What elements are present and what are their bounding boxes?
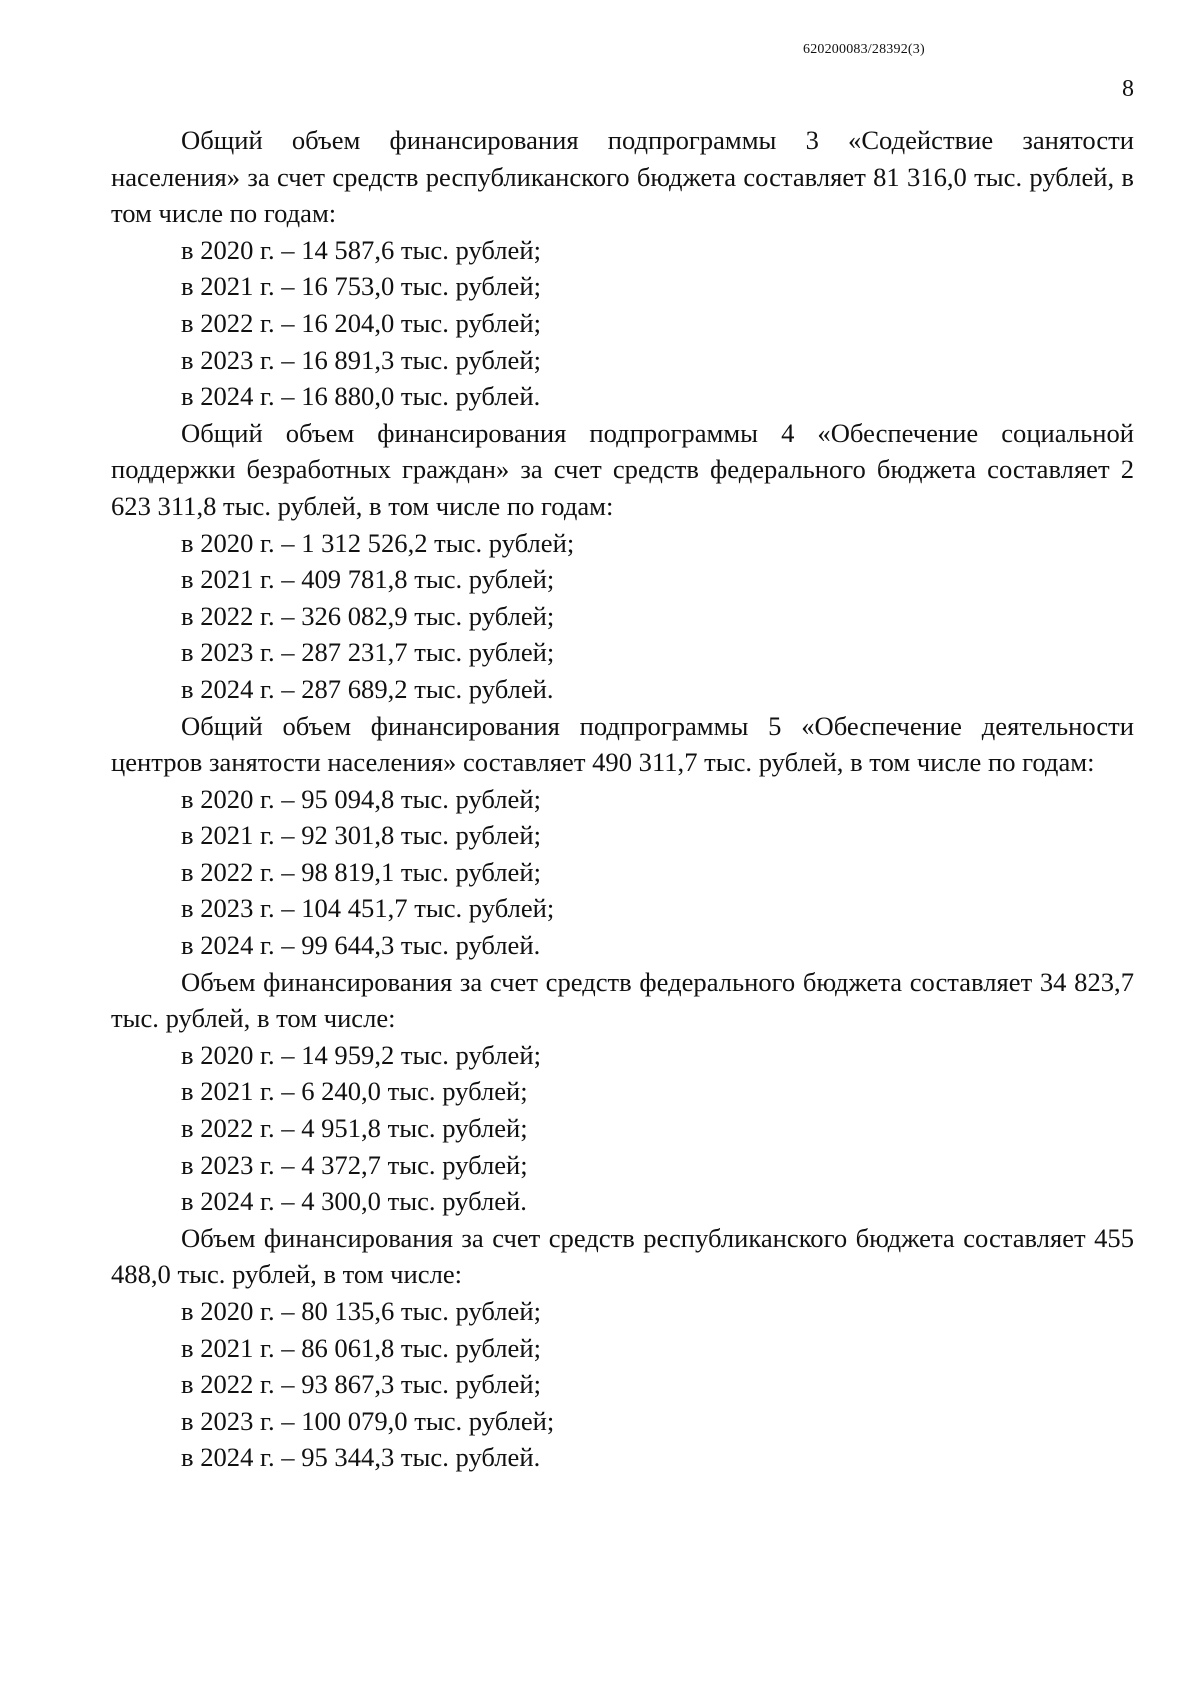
page-number: 8 bbox=[1122, 76, 1134, 102]
year-item: в 2024 г. – 16 880,0 тыс. рублей. bbox=[181, 381, 541, 412]
year-item: в 2020 г. – 80 135,6 тыс. рублей; bbox=[181, 1296, 541, 1326]
document-id: 620200083/28392(3) bbox=[803, 42, 925, 57]
year-item: в 2024 г. – 95 344,3 тыс. рублей. bbox=[181, 1442, 541, 1473]
funding-paragraph: Объем финансирования за счет средств федерального бюджета составляет 34 823,7 тыс. рублей, в том числе: bbox=[111, 966, 1134, 1034]
funding-paragraph: Общий объем финансирования подпрограммы 3 «Содействие занятости населения» за счет средств республиканского бюджета составляет 81 316,0 тыс. рублей, в том числе по годам: bbox=[111, 125, 1134, 229]
funding-paragraph: Общий объем финансирования подпрограммы 5 «Обеспечение деятельности центров занятости населения» составляет 490 311,7 тыс. рублей, в том числе по годам: bbox=[111, 710, 1134, 778]
year-item: в 2022 г. – 326 082,9 тыс. рублей; bbox=[181, 600, 555, 631]
year-item: в 2021 г. – 409 781,8 тыс. рублей; bbox=[181, 564, 555, 595]
year-item: в 2021 г. – 6 240,0 тыс. рублей; bbox=[181, 1076, 528, 1107]
year-item: в 2020 г. – 95 094,8 тыс. рублей; bbox=[181, 783, 541, 814]
year-list bbox=[111, 781, 1134, 964]
year-list bbox=[111, 232, 1134, 415]
funding-paragraph: Общий объем финансирования подпрограммы 4 «Обеспечение социальной поддержки безработных граждан» за счет средств федерального бюджета составляет 2 623 311,8 тыс. рублей, в том числе по годам: bbox=[111, 417, 1134, 521]
year-item: в 2023 г. – 16 891,3 тыс. рублей; bbox=[181, 344, 541, 375]
year-list bbox=[111, 1293, 1134, 1476]
funding-section-subprogram-4 bbox=[111, 415, 1134, 708]
year-item: в 2023 г. – 104 451,7 тыс. рублей; bbox=[181, 893, 555, 924]
year-item: в 2024 г. – 287 689,2 тыс. рублей. bbox=[181, 673, 554, 704]
year-item: в 2021 г. – 16 753,0 тыс. рублей; bbox=[181, 271, 541, 302]
year-item: в 2024 г. – 99 644,3 тыс. рублей. bbox=[181, 930, 541, 961]
funding-section-subprogram-3 bbox=[111, 122, 1134, 415]
year-list bbox=[111, 525, 1134, 708]
year-item: в 2021 г. – 86 061,8 тыс. рублей; bbox=[181, 1332, 541, 1363]
funding-section-republican-budget bbox=[111, 1220, 1134, 1476]
year-item: в 2021 г. – 92 301,8 тыс. рублей; bbox=[181, 820, 541, 851]
year-list bbox=[111, 1037, 1134, 1220]
year-item: в 2023 г. – 100 079,0 тыс. рублей; bbox=[181, 1405, 555, 1436]
year-item: в 2022 г. – 98 819,1 тыс. рублей; bbox=[181, 856, 541, 887]
year-item: в 2020 г. – 1 312 526,2 тыс. рублей; bbox=[181, 527, 575, 558]
funding-section-federal-budget bbox=[111, 964, 1134, 1220]
year-item: в 2023 г. – 4 372,7 тыс. рублей; bbox=[181, 1149, 528, 1180]
funding-paragraph: Объем финансирования за счет средств республиканского бюджета составляет 455 488,0 тыс. рублей, в том числе: bbox=[111, 1222, 1134, 1290]
document-body bbox=[111, 122, 1134, 1476]
year-item: в 2024 г. – 4 300,0 тыс. рублей. bbox=[181, 1186, 527, 1217]
year-item: в 2020 г. – 14 959,2 тыс. рублей; bbox=[181, 1039, 541, 1070]
year-item: в 2020 г. – 14 587,6 тыс. рублей; bbox=[181, 234, 541, 265]
funding-section-subprogram-5 bbox=[111, 708, 1134, 964]
year-item: в 2022 г. – 4 951,8 тыс. рублей; bbox=[181, 1113, 528, 1144]
year-item: в 2022 г. – 93 867,3 тыс. рублей; bbox=[181, 1369, 541, 1400]
year-item: в 2022 г. – 16 204,0 тыс. рублей; bbox=[181, 307, 541, 338]
year-item: в 2023 г. – 287 231,7 тыс. рублей; bbox=[181, 637, 555, 668]
